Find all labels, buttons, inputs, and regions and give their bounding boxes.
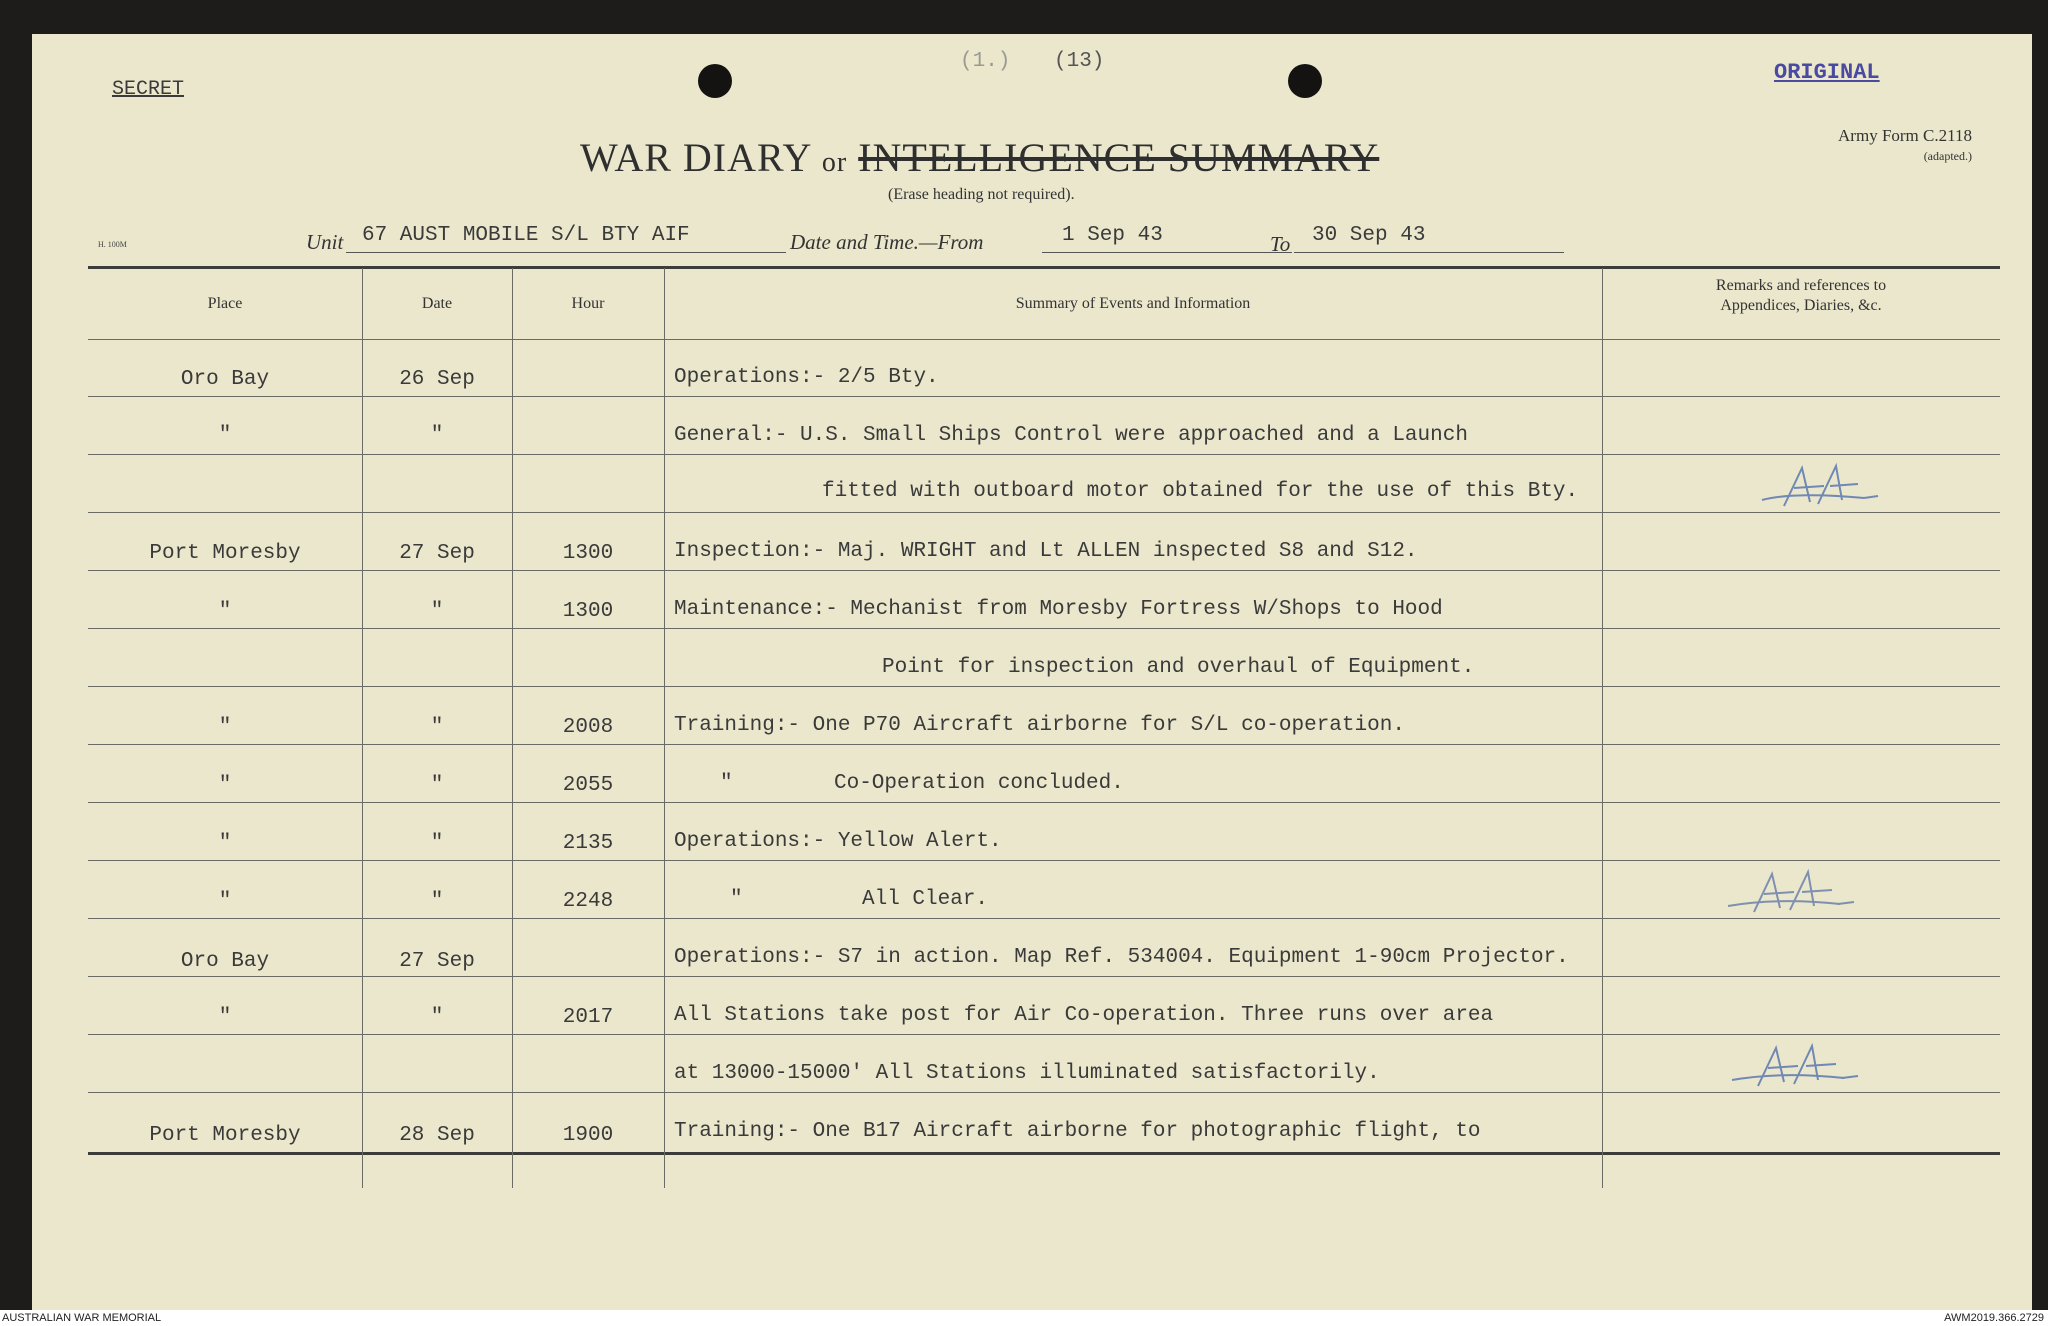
table-bottom-rule	[88, 1152, 2000, 1155]
table-row-date: 27 Sep	[399, 542, 475, 565]
table-row-place: "	[218, 890, 232, 913]
table-row-summary: at 13000-15000' All Stations illuminated satisfactorily.	[674, 1062, 1380, 1085]
row-rule	[88, 918, 2000, 919]
column-header-remarks: Remarks and references to Appendices, Diaries, &c.	[1715, 277, 1887, 314]
table-row-hour: 2055	[562, 774, 614, 797]
row-rule	[88, 802, 2000, 803]
table-row-hour: 2248	[562, 890, 614, 913]
table-row-date: "	[430, 774, 444, 797]
table-row-place: Oro Bay	[180, 950, 270, 973]
army-form-number: Army Form C.2118 (adapted.)	[1752, 126, 1972, 166]
table-row-summary: Point for inspection and overhaul of Equipment.	[882, 656, 1475, 679]
table-row-hour: 1900	[562, 1124, 614, 1147]
punch-hole-left	[698, 64, 732, 98]
table-row-summary: Co-Operation concluded.	[834, 772, 1124, 795]
table-row-place: Port Moresby	[149, 542, 301, 565]
table-row-summary: Maintenance:- Mechanist from Moresby Fortress W/Shops to Hood	[674, 598, 1443, 621]
column-divider	[1602, 268, 1603, 1188]
page-number-faded: (1.)	[960, 50, 1011, 73]
archive-name: AUSTRALIAN WAR MEMORIAL	[2, 1312, 162, 1324]
table-row-summary: General:- U.S. Small Ships Control were approached and a Launch	[674, 424, 1468, 447]
header-bottom-rule	[88, 339, 2000, 340]
table-row-summary: Operations:- 2/5 Bty.	[674, 366, 939, 389]
column-header-hour: Hour	[571, 295, 605, 312]
table-row-place: "	[218, 424, 232, 447]
table-row-hour: 2008	[562, 716, 614, 739]
table-row-place: Port Moresby	[149, 1124, 301, 1147]
adapted-note: (adapted.)	[1923, 149, 1972, 163]
row-rule	[88, 628, 2000, 629]
table-row-hour: 1300	[562, 600, 614, 623]
table-row-date: 27 Sep	[399, 950, 475, 973]
table-row-date: "	[430, 600, 444, 623]
row-rule	[88, 454, 2000, 455]
table-row-summary: Training:- One B17 Aircraft airborne for photographic flight, to	[674, 1120, 1481, 1143]
column-header-summary: Summary of Events and Information	[1015, 295, 1251, 312]
table-row-date: 28 Sep	[399, 1124, 475, 1147]
handwritten-initials	[1754, 460, 1904, 520]
table-row-hour: 2017	[562, 1006, 614, 1029]
title-or: or	[821, 147, 848, 178]
table-row-place: "	[218, 600, 232, 623]
table-row-date: "	[430, 424, 444, 447]
title-struck-out: INTELLIGENCE SUMMARY	[858, 135, 1380, 180]
table-row-place: "	[218, 1006, 232, 1029]
table-row-date: "	[430, 890, 444, 913]
table-row-hour: 2135	[562, 832, 614, 855]
to-underline	[1294, 252, 1564, 253]
punch-hole-right	[1288, 64, 1322, 98]
row-rule	[88, 686, 2000, 687]
date-time-label: Date and Time.—From	[790, 230, 984, 254]
page-number: (13)	[1054, 50, 1105, 73]
table-row-summary: Inspection:- Maj. WRIGHT and Lt ALLEN inspected S8 and S12.	[674, 540, 1418, 563]
unit-value: 67 AUST MOBILE S/L BTY AIF	[362, 224, 690, 247]
row-rule	[88, 396, 2000, 397]
war-diary-page	[32, 34, 2032, 1310]
ditto-mark: "	[720, 772, 733, 795]
to-label: To	[1270, 232, 1291, 256]
erase-heading-note: (Erase heading not required).	[888, 186, 1075, 203]
table-row-summary: Operations:- Yellow Alert.	[674, 830, 1002, 853]
table-row-date: "	[430, 716, 444, 739]
handwritten-initials	[1726, 1038, 1886, 1098]
table-top-rule	[88, 266, 2000, 269]
column-header-place: Place	[207, 295, 243, 312]
unit-label: Unit	[306, 230, 344, 254]
original-stamp: ORIGINAL	[1774, 60, 1880, 85]
row-rule	[88, 1034, 2000, 1035]
from-date: 1 Sep 43	[1062, 224, 1163, 247]
to-date: 30 Sep 43	[1312, 224, 1426, 247]
archive-reference: AWM2019.366.2729	[1944, 1312, 2044, 1324]
from-underline	[1042, 252, 1292, 253]
row-rule	[88, 570, 2000, 571]
column-divider	[664, 268, 665, 1188]
table-row-place: Oro Bay	[180, 368, 270, 391]
row-rule	[88, 744, 2000, 745]
table-row-place: "	[218, 832, 232, 855]
table-row-hour: 1300	[562, 542, 614, 565]
table-row-summary: fitted with outboard motor obtained for the use of this Bty.	[822, 480, 1579, 503]
archive-footer	[0, 1310, 2048, 1326]
secret-label: SECRET	[112, 78, 185, 101]
row-rule	[88, 976, 2000, 977]
table-row-date: "	[430, 1006, 444, 1029]
form-code: H. 100M	[98, 240, 127, 249]
row-rule	[88, 1092, 2000, 1093]
row-rule	[88, 860, 2000, 861]
row-rule	[88, 512, 2000, 513]
table-row-date: "	[430, 832, 444, 855]
table-row-summary: Training:- One P70 Aircraft airborne for S/L co-operation.	[674, 714, 1405, 737]
document-title	[580, 134, 1379, 181]
unit-underline	[346, 252, 786, 253]
column-header-date: Date	[421, 295, 453, 312]
title-war-diary: WAR DIARY	[580, 135, 811, 180]
table-row-summary: All Stations take post for Air Co-operation. Three runs over area	[674, 1004, 1494, 1027]
table-row-place: "	[218, 774, 232, 797]
table-row-summary: Operations:- S7 in action. Map Ref. 534004. Equipment 1-90cm Projector.	[674, 946, 1569, 969]
handwritten-initials	[1722, 864, 1882, 924]
ditto-mark: "	[730, 888, 743, 911]
table-row-date: 26 Sep	[399, 368, 475, 391]
table-row-summary: All Clear.	[862, 888, 989, 911]
table-row-place: "	[218, 716, 232, 739]
